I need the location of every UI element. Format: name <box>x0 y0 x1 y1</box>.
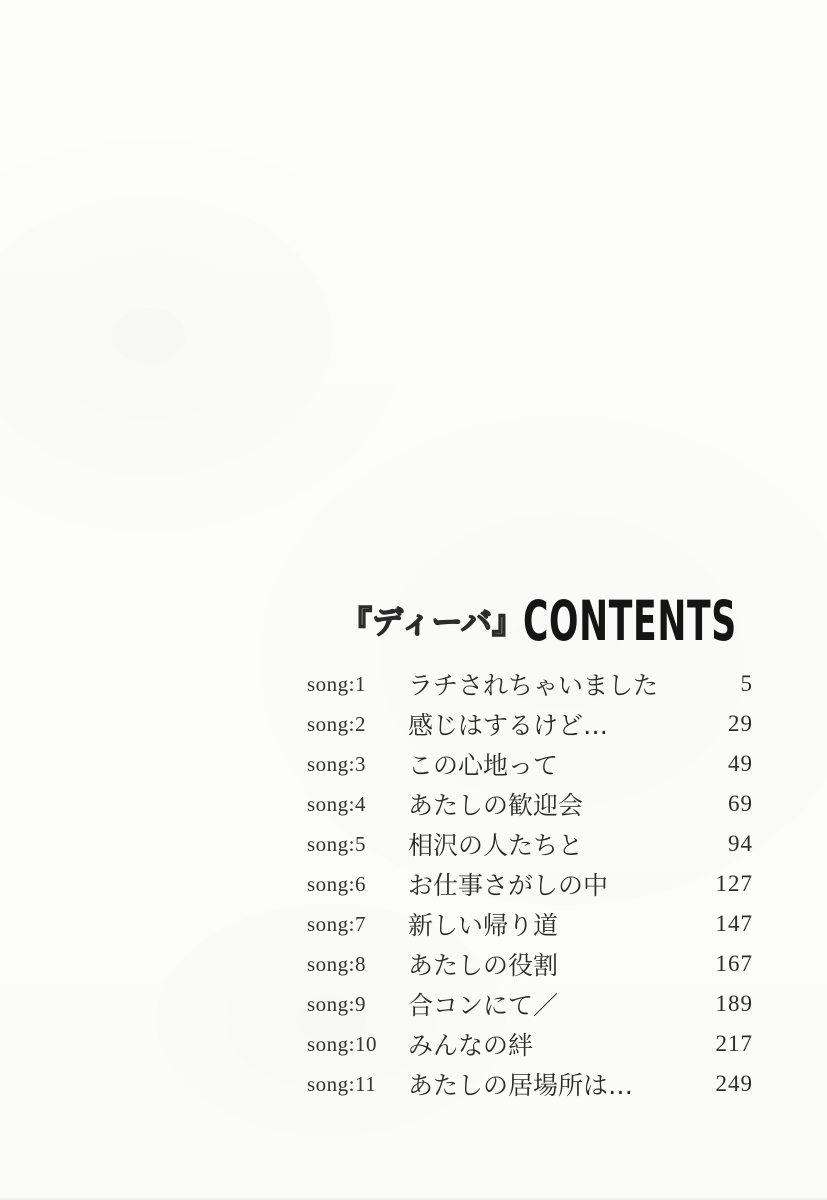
page-number: 217 <box>715 1031 753 1056</box>
toc-row <box>307 984 753 1024</box>
song-title: みんなの絆 <box>408 1031 534 1060</box>
toc-row <box>307 664 753 704</box>
song-label: song:1 <box>307 671 367 696</box>
song-label: song:6 <box>307 871 367 896</box>
contents-heading: CONTENTS <box>522 588 737 653</box>
toc-row <box>307 864 753 904</box>
song-title: 新しい帰り道 <box>408 911 559 940</box>
page-number: 94 <box>728 831 753 856</box>
song-label: song:2 <box>307 711 367 736</box>
page-number: 69 <box>728 791 753 816</box>
song-label: song:5 <box>307 831 367 856</box>
page-number: 189 <box>715 991 753 1016</box>
series-title: 『ディーバ』 <box>341 605 523 641</box>
song-label: song:4 <box>307 791 367 816</box>
toc-row <box>307 1024 753 1064</box>
toc-row <box>307 904 753 944</box>
page-number: 167 <box>715 951 753 976</box>
page-bottom-edge-shadow <box>0 1196 827 1200</box>
page-number: 5 <box>740 671 753 696</box>
song-label: song:11 <box>307 1071 377 1096</box>
song-label: song:3 <box>307 751 367 776</box>
page-number: 147 <box>715 911 753 936</box>
page-number: 49 <box>728 751 753 776</box>
toc-row <box>307 944 753 984</box>
song-label: song:9 <box>307 991 367 1016</box>
song-title: あたしの役割 <box>408 951 559 980</box>
toc-row <box>307 824 753 864</box>
page-title <box>341 588 827 653</box>
page-number: 127 <box>715 871 753 896</box>
page-number: 249 <box>715 1071 753 1096</box>
toc-list <box>307 664 753 1104</box>
song-title: 感じはするけど… <box>408 711 609 740</box>
song-title: ラチされちゃいました <box>408 671 659 700</box>
song-title: お仕事さがしの中 <box>408 871 609 900</box>
toc-row <box>307 704 753 744</box>
song-label: song:8 <box>307 951 367 976</box>
song-title: あたしの居場所は… <box>408 1071 634 1100</box>
song-label: song:10 <box>307 1031 378 1056</box>
toc-row <box>307 744 753 784</box>
song-label: song:7 <box>307 911 367 936</box>
toc-row <box>307 1064 753 1104</box>
song-title: 合コンにて／ <box>408 991 559 1020</box>
song-title: あたしの歓迎会 <box>408 791 584 820</box>
song-title: この心地って <box>408 751 559 780</box>
page-number: 29 <box>728 711 753 736</box>
toc-row <box>307 784 753 824</box>
song-title: 相沢の人たちと <box>408 831 584 860</box>
